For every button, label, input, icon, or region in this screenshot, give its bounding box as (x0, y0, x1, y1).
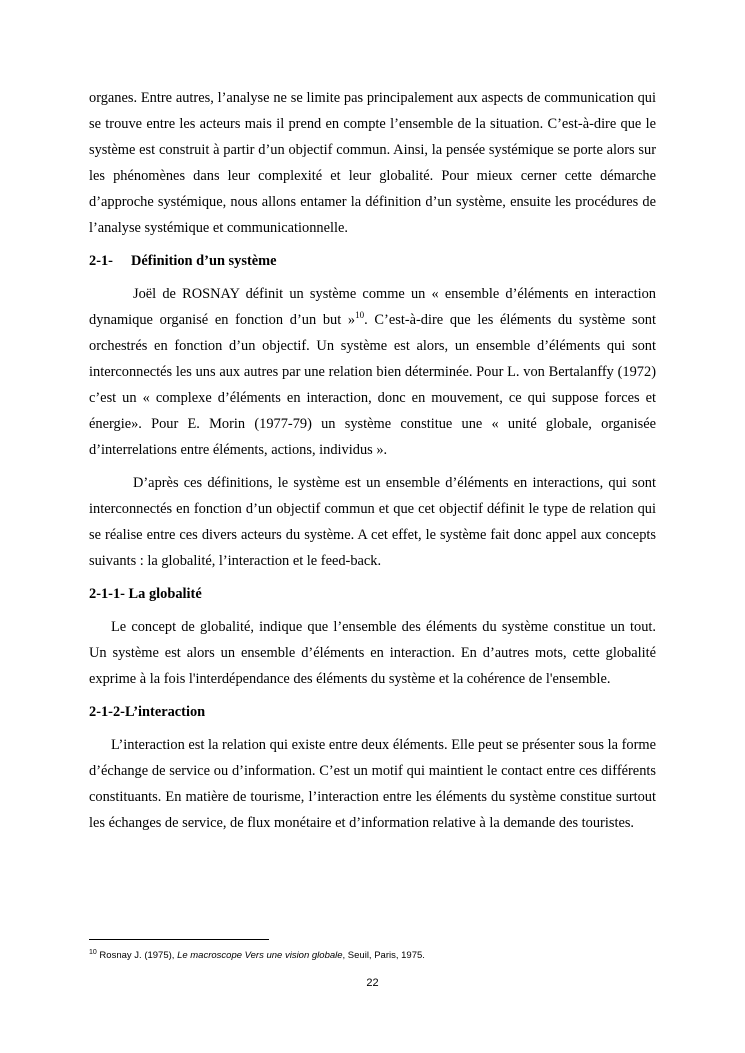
footnote-marker: 10 (89, 948, 97, 956)
interaction-paragraph: L’interaction est la relation qui existe entre deux éléments. Elle peut se présenter sous la forme d’échange de service ou d’information. C’est un motif qui maintient le contact entre ces différents constituants. En matière de tourisme, l’interaction entre les éléments du système constitue surtout les échanges de service, de flux monétaire et d’information relative à la demande des touristes. (89, 737, 656, 831)
intro-paragraph: organes. Entre autres, l’analyse ne se limite pas principalement aux aspects de communication qui se trouve entre les acteurs mais il prend en compte l’ensemble de la situation. C’est-à-dire que le système est construit à partir d’un objectif commun. Ainsi, la pensée systémique se porte alors sur les phénomènes dans leur complexité et leur globalité. Pour mieux cerner cette démarche d’approche systémique, nous allons entamer la définition d’un système, ensuite les procédures de l’analyse systémique et communicationnelle. (89, 90, 656, 236)
page-number: 22 (366, 977, 379, 989)
definition-text-end: . C’est-à-dire que les éléments du système sont orchestrés en fonction d’un objectif. Un système est alors, un ensemble d’éléments qui sont interconnectés les uns aux autres par une relation bien déterminée. Pour L. von Bertalanffy (1972) c’est un « complexe d’éléments en interaction, donc en mouvement, ce qui suppose forces et énergie». Pour E. Morin (1977-79) un système constitue une « unité globale, organisée d’interrelations entre éléments, actions, individus ». (89, 312, 657, 458)
section-heading-definition (89, 248, 656, 274)
subsection-heading-globality: 2-1-1- La globalité (89, 586, 202, 602)
definition-text-start: Joël de ROSNAY définit un système comme un « ensemble d’éléments en interaction dynamique organisé en fonction d’un but » (89, 286, 656, 328)
footnote-book-title: Le macroscope Vers une vision globale (177, 950, 343, 961)
footnote-separator (89, 939, 269, 940)
definition-paragraph-1 (89, 281, 656, 463)
section-number: 2-1- (89, 253, 113, 269)
footnote-publication: , Seuil, Paris, 1975. (342, 950, 425, 961)
page-body (89, 85, 656, 843)
globality-paragraph: Le concept de globalité, indique que l’ensemble des éléments du système constitue un tout. Un système est alors un ensemble d’éléments en interaction. En d’autres mots, cette globalité exprime à la fois l'interdépendance des éléments du système et la cohérence de l'ensemble. (89, 619, 656, 687)
footnote-reference[interactable]: 10 (355, 310, 365, 321)
footnote-author: Rosnay J. (1975), (96, 950, 178, 961)
section-title: Définition d’un système (131, 253, 277, 269)
footnote (89, 949, 425, 962)
subsection-heading-interaction: 2-1-2-L’interaction (89, 704, 206, 720)
definition-paragraph-2: D’après ces définitions, le système est un ensemble d’éléments en interactions, qui sont interconnectés en fonction d’un objectif commun et que cet objectif définit le type de relation qui se réalise entre ces divers acteurs du système. A cet effet, le système fait donc appel aux concepts suivants : la globalité, l’interaction et le feed-back. (89, 475, 656, 569)
